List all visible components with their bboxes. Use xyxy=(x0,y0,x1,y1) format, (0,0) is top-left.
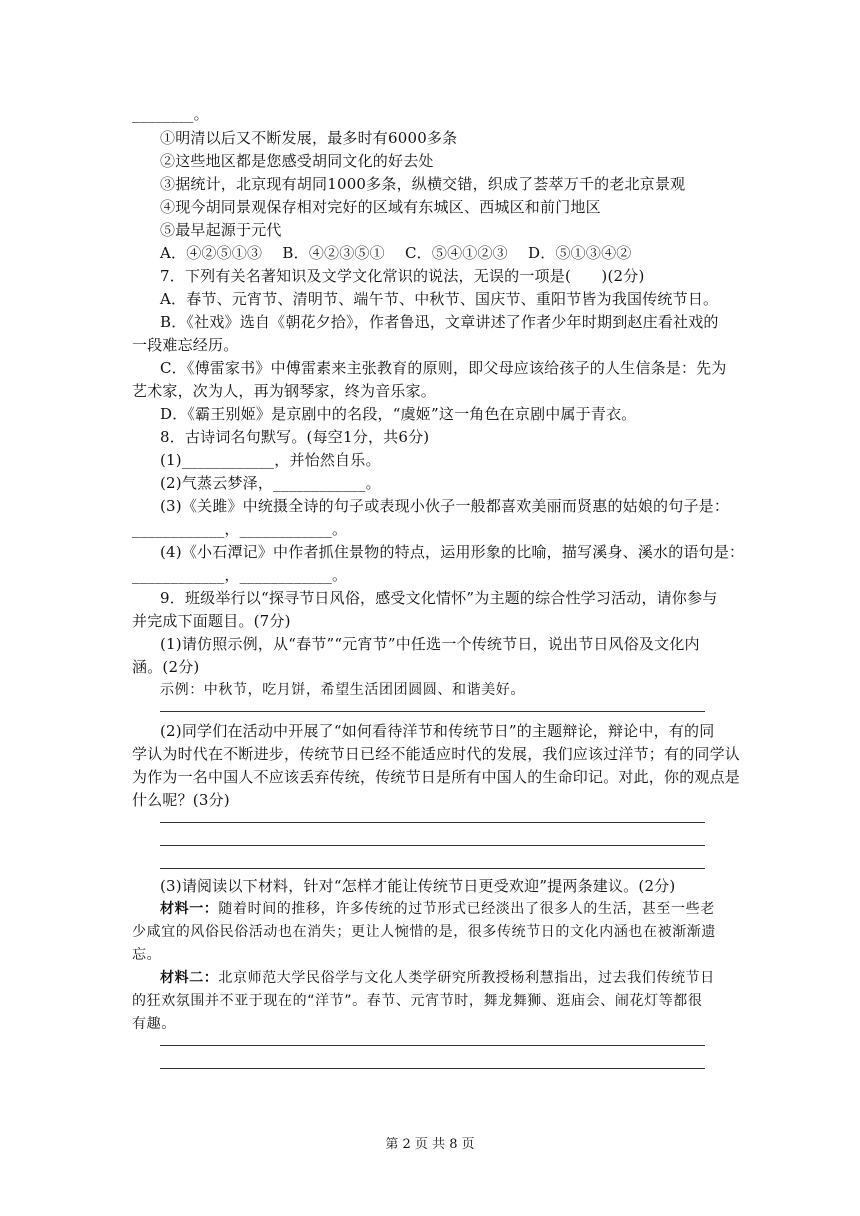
material-1-text: 随着时间的推移，许多传统的过节形式已经淡出了很多人的生活，甚至一些老 xyxy=(218,901,715,917)
q6-item-4: ④现今胡同景观保存相对完好的区域有东城区、西城区和前门地区 xyxy=(160,198,601,216)
q8-part-3: (3)《关雎》中统摄全诗的句子或表现小伙子一般都喜欢美丽而贤惠的姑娘的句子是： xyxy=(160,497,730,515)
q6-item-3: ③据统计，北京现有胡同1000多条，纵横交错，织成了荟萃万千的老北京景观 xyxy=(160,175,686,193)
q7-option-a: A．春节、元宵节、清明节、端午节、中秋节、国庆节、重阳节皆为我国传统节日。 xyxy=(160,290,719,308)
q9-sub-2-line-4: 什么呢？(3分) xyxy=(132,791,230,809)
material-2 xyxy=(160,968,715,988)
q9-sub-1: (1)请仿照示例，从“春节”“元宵节”中任选一个传统节日，说出节日风俗及文化内 xyxy=(160,635,700,653)
q8-part-4-blanks[interactable]: ____________，____________。 xyxy=(132,566,348,584)
q9-sub-2: (2)同学们在活动中开展了“如何看待洋节和传统节日”的主题辩论，辩论中，有的同 xyxy=(160,722,715,740)
answer-line[interactable] xyxy=(160,1068,705,1069)
q8-part-3-blanks[interactable]: ____________，____________。 xyxy=(132,520,348,538)
q9-example: 示例：中秋节，吃月饼，希望生活团团圆圆、和谐美好。 xyxy=(160,682,525,698)
q7-option-c-cont: 艺术家，次为人，再为钢琴家，终为音乐家。 xyxy=(132,382,437,400)
material-2-line-2: 的狂欢氛围并不亚于现在的“洋节”。春节、元宵节时，舞龙舞狮、逛庙会、闹花灯等都很 xyxy=(132,993,703,1009)
q7-option-b-cont: 一段难忘经历。 xyxy=(132,336,239,354)
q6-item-5: ⑤最早起源于元代 xyxy=(160,221,282,239)
q8-part-4: (4)《小石潭记》中作者抓住景物的特点，运用形象的比喻，描写溪身、溪水的语句是： xyxy=(160,543,745,561)
material-1-line-2: 少咸宜的风俗民俗活动也在消失；更让人惋惜的是，很多传统节日的文化内涵也在被渐渐遗 xyxy=(132,924,716,940)
answer-line[interactable] xyxy=(160,845,705,846)
q9-sub-3: (3)请阅读以下材料，针对“怎样才能让传统节日更受欢迎”提两条建议。(2分) xyxy=(160,877,676,895)
material-1 xyxy=(160,899,715,919)
lead-blank: ________。 xyxy=(132,105,209,123)
page-footer: 第 2 页 共 8 页 xyxy=(385,1137,475,1152)
q9-stem-cont: 并完成下面题目。(7分) xyxy=(132,612,291,630)
q8-stem: 8．古诗词名句默写。(每空1分，共6分) xyxy=(160,428,430,446)
q9-sub-1-cont: 涵。(2分) xyxy=(132,658,200,676)
material-2-line-3: 有趣。 xyxy=(132,1016,176,1032)
material-1-label: 材料一： xyxy=(160,901,219,917)
q7-option-c: C．《傅雷家书》中傅雷素来主张教育的原则，即父母应该给孩子的人生信条是：先为 xyxy=(160,359,727,377)
q7-option-b: B．《社戏》选自《朝花夕拾》，作者鲁迅，文章讲述了作者少年时期到赵庄看社戏的 xyxy=(160,313,719,331)
answer-line[interactable] xyxy=(160,1045,705,1046)
q9-stem: 9．班级举行以“探寻节日风俗，感受文化情怀”为主题的综合性学习活动，请你参与 xyxy=(160,589,718,607)
q8-part-2[interactable]: (2)气蒸云梦泽，____________。 xyxy=(160,474,381,492)
material-1-line-3: 忘。 xyxy=(132,947,162,963)
answer-line[interactable] xyxy=(160,868,705,869)
q6-item-1: ①明清以后又不断发展，最多时有6000多条 xyxy=(160,129,458,147)
material-2-label: 材料二： xyxy=(160,970,219,986)
answer-line[interactable] xyxy=(160,822,705,823)
q9-sub-2-line-2: 学认为时代在不断进步，传统节日已经不能适应时代的发展，我们应该过洋节；有的同学认 xyxy=(132,745,741,763)
material-2-text: 北京师范大学民俗学与文化人类学研究所教授杨利慧指出，过去我们传统节日 xyxy=(218,970,715,986)
q8-part-1[interactable]: (1)____________，并怡然自乐。 xyxy=(160,451,381,469)
q9-sub-2-line-3: 为作为一名中国人不应该丢弃传统，传统节日是所有中国人的生命印记。对此，你的观点是 xyxy=(132,768,741,786)
q7-stem: 7．下列有关名著知识及文学文化常识的说法，无误的一项是( )(2分) xyxy=(160,267,645,285)
answer-line[interactable] xyxy=(160,711,705,712)
q7-option-d: D．《霸王别姬》是京剧中的名段，“虞姬”这一角色在京剧中属于青衣。 xyxy=(160,405,637,423)
q6-options: A．④②⑤①③ B．④②③⑤① C．⑤④①②③ D．⑤①③④② xyxy=(160,244,632,262)
q6-item-2: ②这些地区都是您感受胡同文化的好去处 xyxy=(160,152,434,170)
